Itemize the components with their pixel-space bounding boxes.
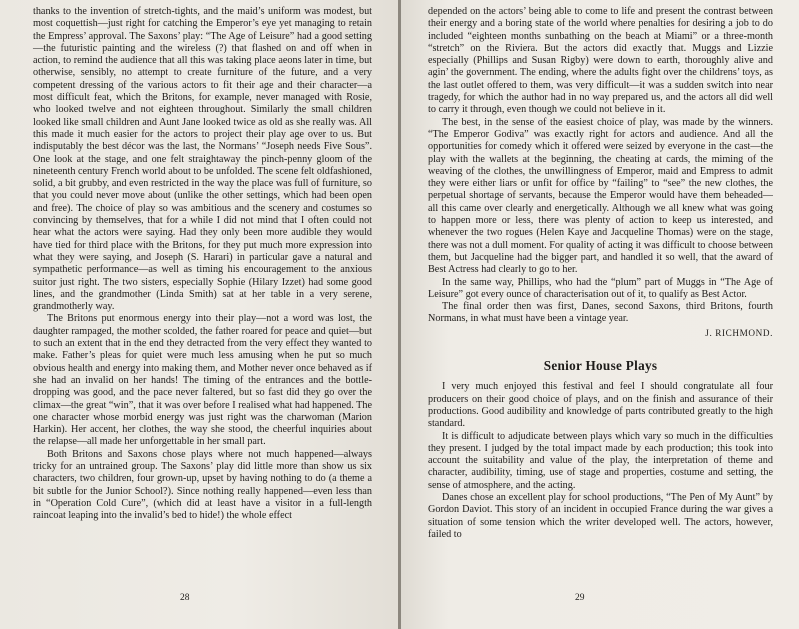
page-number-left: 28 xyxy=(180,593,190,603)
section-heading: Senior House Plays xyxy=(543,358,658,374)
right-paragraph-4: The final order then was first, Danes, second Saxons, third Britons, fourth Normans, in what must have been a vintage year. xyxy=(428,301,773,325)
right-paragraph-3: In the same way, Phillips, who had the “plum” part of Muggs in “The Age of Leisure” got every ounce of characterisation out of it, to qualify as Best Actor. xyxy=(428,276,773,300)
right-text-column xyxy=(428,6,773,541)
page-number-right: 29 xyxy=(575,593,585,603)
right-paragraph-2: The best, in the sense of the easiest choice of play, was made by the winners. “The Emperor Godiva” was exactly right for actors and audience. And all the opportunities for comedy which it offered were seized by everyone in the cast—the play with the wallets at the beginning, the cheating at cards, the miming of the weaving of the clothes, the unwillingness of Emperor, maid and Empress to admit they were either liars or unfit for office by “failing” to “see” the new clothes, the perpetual shortage of servants, because the Emperor would have them beheaded—all this came over clearly and energetically. Although we all knew what was going to happen more or less, there was plenty of action to keep us interested, and whenever the two rogues (Helen Kaye and Jacqueline Thomas) were on the stage, there was not a dull moment. For quality of acting it was difficult to choose between them, but Jacqueline had the bigger part, and handled it so well, that the award of Best Actress had clearly to go to her. xyxy=(428,116,773,276)
left-paragraph-2: The Britons put enormous energy into their play—not a word was lost, the daughter rampaged, the mother scolded, the father roared for peace and quiet—but to such an extent that in the end they detracted from the very effect they wanted to make. Father’s pleas for quiet were much less amusing when he put so much obvious health and energy into making them, and Mother never once behaved as if she had an invalid on her hands! The timing of the entrances and the bottle-dropping was good, and the pace never faltered, but so fast did they go over the climax—the great “win”, that it was over before I realised what had happened. The one character whose morbid energy was just right was the charwoman (Marion Harkin). Her accent, her clothes, the way she stood, the cheerful inquiries about the relapse—all made her unforgettable in her small part. xyxy=(33,313,372,448)
senior-paragraph-1: I very much enjoyed this festival and feel I should congratulate all four producers on their good choice of plays, and on the finish and assurance of their productions. Good audibility and knowledge of parts contributed greatly to the high standard. xyxy=(428,381,773,430)
left-paragraph-3: Both Britons and Saxons chose plays where not much happened—always tricky for an untrained group. The Saxons’ play did little more than show us six characters, two children, four grown-up, upset by having nothing to do (a theme a bit subtle for the Junior School?). Since nothing really happened—even less than in “Operation Cold Cure”, (which did at least have a visitor in a full-length raincoat leaping into the invalid’s bed to hide!) the whole effect xyxy=(33,448,372,522)
senior-paragraph-2: It is difficult to adjudicate between plays which vary so much in the difficulties they present. I judged by the total impact made by each production; this took into account the suitability and value of the play, the interpretation of theme and character, audibility, timing, use of stage and properties, costume and setting, the sense of atmosphere, and the acting. xyxy=(428,430,773,491)
senior-paragraph-3: Danes chose an excellent play for school productions, “The Pen of My Aunt” by Gordon Daviot. This story of an incident in occupied France during the war gives a situation of some tension which the writer developed well. The actors, however, failed to xyxy=(428,491,773,540)
left-paragraph-1: thanks to the invention of stretch-tights, and the maid’s uniform was modest, but most coquettish—just right for catching the Emperor’s eye yet managing to retain the Empress’ approval. The Saxons’ play: “The Age of Leisure” had a good setting—the futuristic painting and the wireless (?) that flashed on and off when in action, to remind the audience that all this was taking place aeons later in time, but otherwise, sensibly, no attempt to create furniture of the future, and a very competent dressing of the various actors to fit their age and their character—a most difficult feat, which the Britons, for example, never managed with Rosie, who looked twelve and not eighteen throughout. Similarly the small children looked like small children and Aunt Jane looked twice as old as she really was. All this made it much easier for the actors to project their play age over to us. But indisputably the best décor was the last, the Normans’ “Joseph needs Five Sous”. One look at the stage, and one felt straightaway the pinch-penny gloom of the nineteenth century French world about to be unfolded. The scene felt oldfashioned, solid, a bit grubby, and even restricted in the way the place was full of furniture, so that you could never move about (unlike the other settings, which had been open and free). The choice of play so was ambitious and the scenery and costumes so convincing by themselves, that for a while I did not mind that I often could not hear what the actors were saying. Had they only been more audible they would have tied for third place with the Britons, for they put much more expression into what they were saying, and Joseph (S. Harari) in particular gave a natural and sympathetic performance—as well as timing his encouragement to the anxious suitor just right. The two sisters, especially Sophie (Hilary Izzet) had some good lines, and the grandmother (Linda Smith) sat at her table in a very serene, grandmotherly way. xyxy=(33,6,373,313)
left-page xyxy=(0,0,399,629)
author-signature: J. RICHMOND. xyxy=(705,327,773,338)
right-paragraph-1: depended on the actors’ being able to come to life and present the contrast between their energy and a boring state of the world where penalties for desiring a job to do included “eighteen months sunbathing on the beach at Miami” or a three-month “stretch” on the Riviera. But the actors did exactly that. Muggs and Lizzie especially (Phillips and Susan Rigby) were down to earth, thoroughly alive and agin’ the government. The ending, where the adults fight over the childrens’ toys, as the last outlet offered to them, was very difficult—it was a sudden switch into near tragedy, for which the author had in no way prepared us, and the actors all did well to carry it through, even though we could not believe in it. xyxy=(428,6,773,116)
right-page xyxy=(401,0,799,629)
left-text-column xyxy=(33,6,372,522)
